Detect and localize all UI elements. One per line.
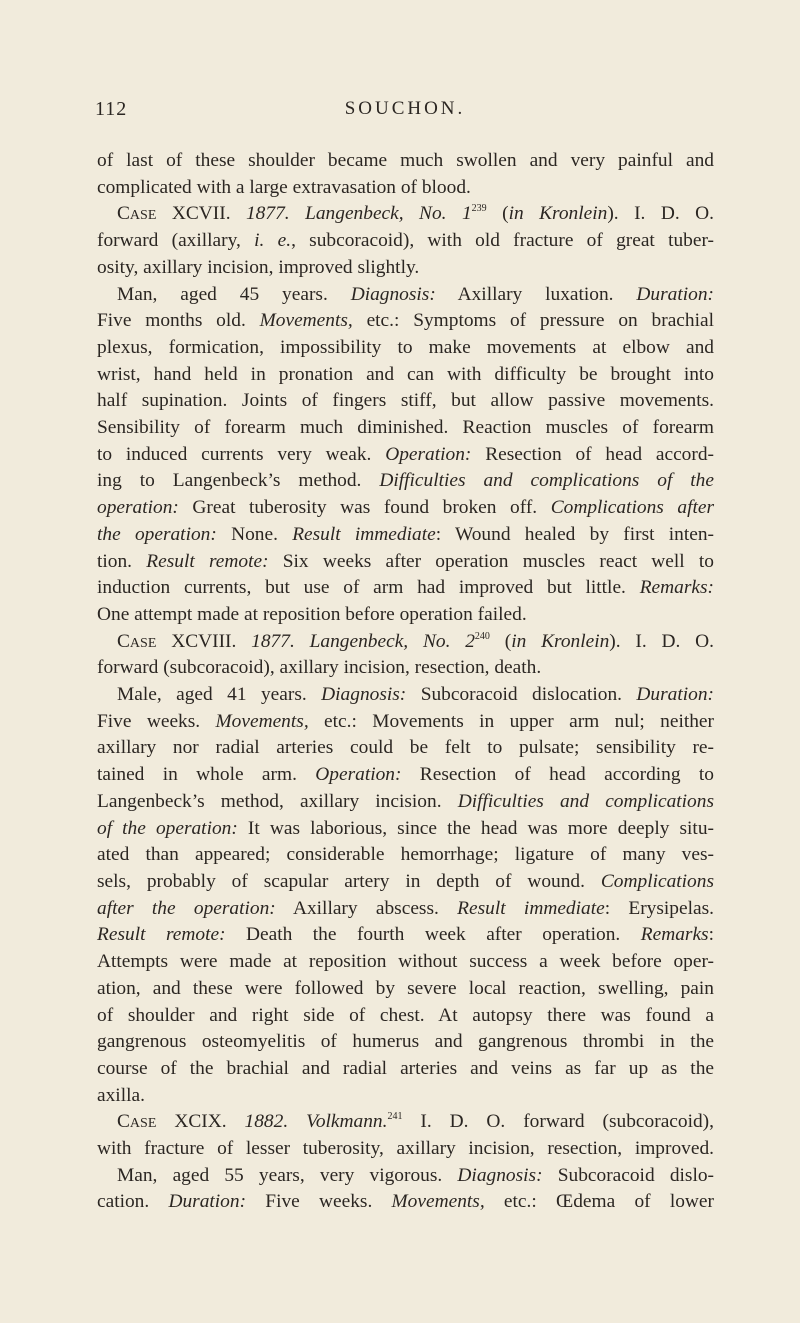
italic-text: Langenbeck, No. 2 [309,630,475,652]
italic-text: 1882. [244,1111,289,1133]
text-line [97,682,714,709]
text-run: One attempt made at reposition before operation failed. [97,603,527,625]
footnote-ref: 239 [471,203,487,215]
text-run: It was laborious, since the head was more deeply situ- [237,817,714,839]
italic-text: Duration: [636,684,714,706]
text-line [97,762,714,789]
text-run: XCVII. [156,203,246,225]
case-label: Case [117,203,157,225]
running-head [95,98,715,128]
text-line [97,549,714,576]
italic-text: Difficulties and complications of the [379,470,714,492]
italic-text: Remarks: [639,577,714,599]
text-run: plexus, formication, impossibility to make movements at elbow and [97,336,714,358]
italic-text: Result immediate [292,523,436,545]
text-run: of last of these shoulder became much swollen and very painful and [97,150,714,171]
italic-text: Diagnosis: [457,1164,543,1186]
text-run: induction currents, but use of arm had improved but little. [97,577,640,599]
text-run: ation, and these were followed by severe local reaction, swelling, pain [97,977,714,999]
italic-text: Langenbeck, No. 1 [305,203,472,225]
text-line [97,1056,714,1083]
text-run: of shoulder and right side of chest. At autopsy there was found a [97,1004,714,1026]
text-run: Five weeks. [246,1191,392,1213]
text-run: etc.: Œdema of lower [484,1191,714,1213]
running-title: SOUCHON. [344,98,466,119]
text-line [97,709,714,736]
text-line [97,735,714,762]
text-line [97,415,714,442]
text-run: Death the fourth week after operation. [225,924,641,946]
text-line [97,255,714,282]
text-run: etc.: Symptoms of pressure on brachial [352,310,714,332]
text-run: ated than appeared; considerable hemorrhage; ligature of many ves- [97,844,714,866]
italic-text: i. e. [254,230,292,252]
text-line [97,575,714,602]
italic-text: Diagnosis: [350,283,436,305]
text-run: Langenbeck’s method, axillary incision. [97,790,458,812]
text-line [97,896,714,923]
text-line [97,816,714,843]
italic-text: 1877. [245,203,290,225]
italic-text: in Kronlein [508,203,608,225]
text-run: with fracture of lesser tuberosity, axillary incision, resection, improved. [97,1138,714,1160]
text-line [97,1136,714,1163]
text-line [97,869,714,896]
text-run: : [708,924,714,946]
italic-text: Movements, [259,310,353,332]
text-run: Sensibility of forearm much diminished. Reaction muscles of forearm [97,417,714,439]
italic-text: Operation: [385,443,472,465]
text-run: ). I. D. O. [609,630,715,652]
text-run: None. [216,523,293,545]
text-line [97,629,714,656]
italic-text: Result remote: [146,550,269,572]
text-run: Axillary abscess. [275,897,458,919]
text-run: Five months old. [97,310,260,332]
text-run [288,1111,306,1132]
text-line [97,976,714,1003]
text-run: cation. [97,1191,169,1213]
text-line [97,495,714,522]
text-run: Resection of head accord- [471,443,714,465]
italic-text: Movements, [391,1191,485,1213]
text-line [97,388,714,415]
text-run: half supination. Joints of fingers stiff, but allow passive movements. [97,390,714,412]
text-line [97,1189,714,1216]
italic-text: 1877. [251,630,295,652]
italic-text: Duration: [636,283,714,305]
text-run [290,203,305,224]
text-line [97,228,714,255]
text-line [97,1109,714,1136]
italic-text: in Kronlein [511,630,610,652]
text-run: Great tuberosity was found broken off. [178,497,551,519]
text-line [97,148,714,175]
text-line [97,922,714,949]
text-run: Male, aged 41 years. [117,684,322,706]
footnote-ref: 241 [387,1111,403,1123]
text-line [97,1003,714,1030]
italic-text: Complications after [550,497,714,519]
italic-text: Volkmann. [306,1111,388,1133]
text-run: , subcoracoid), with old fracture of great tuber- [291,230,714,252]
text-run: sels, probably of scapular artery in depth of wound. [97,870,601,892]
text-line [97,522,714,549]
text-run: osity, axillary incision, improved slightly. [97,256,420,278]
text-run: axillary nor radial arteries could be felt to pulsate; sensibility re- [97,737,714,759]
text-run: ( [489,630,512,652]
text-run: forward (subcoracoid), axillary incision, resection, death. [97,657,542,679]
text-run: tained in whole arm. [97,764,316,786]
text-run: XCIX. [156,1111,245,1133]
text-run: : Erysipelas. [604,897,714,919]
text-run: XCVIII. [156,630,252,652]
text-run: : Wound healed by first inten- [435,523,714,545]
text-line [97,1083,714,1110]
italic-text: Duration: [168,1191,247,1213]
text-run: ing to Langenbeck’s method. [97,470,380,492]
text-line [97,362,714,389]
italic-text: operation: [97,497,179,519]
text-run: to induced currents very weak. [97,443,386,465]
text-run: Man, aged 45 years. [117,283,351,305]
text-line [97,602,714,629]
text-line [97,949,714,976]
italic-text: Result immediate [457,897,605,919]
text-line [97,655,714,682]
text-line [97,1029,714,1056]
case-label: Case [117,630,157,652]
case-label: Case [117,1111,157,1133]
text-run [295,631,310,652]
page-number: 112 [95,98,128,120]
text-line [97,789,714,816]
text-run: Attempts were made at reposition without success a week before oper- [97,951,714,973]
italic-text: Diagnosis: [321,684,407,706]
italic-text: of the operation: [97,817,238,839]
text-run: I. D. O. forward (subcoracoid), [402,1111,714,1133]
italic-text: Movements, [215,710,309,732]
footnote-ref: 240 [474,630,490,642]
text-line [97,308,714,335]
italic-text: the operation: [97,523,217,545]
text-run: gangrenous osteomyelitis of humerus and gangrenous thrombi in the [97,1031,714,1053]
text-run: Subcoracoid dislocation. [406,684,637,706]
italic-text: after the operation: [97,897,276,919]
italic-text: Result remote: [97,924,226,946]
text-run: wrist, hand held in pronation and can with difficulty be brought into [97,363,714,385]
text-line [97,842,714,869]
text-run: Six weeks after operation muscles react well to [268,550,714,572]
text-line [97,201,714,228]
text-line [97,175,714,202]
text-run: Resection of head according to [401,764,714,786]
text-run: axilla. [97,1084,145,1106]
text-run: ( [486,203,509,225]
text-run: tion. [97,550,147,572]
text-run: course of the brachial and radial arteries and veins as far up as the [97,1057,714,1079]
text-run: Man, aged 55 years, very vigorous. [117,1164,458,1186]
body-text [97,148,714,1216]
text-run: Subcoracoid dislo- [542,1164,714,1186]
text-run: forward (axillary, [97,230,255,252]
italic-text: Difficulties and complications [457,790,714,812]
text-line [97,1163,714,1190]
italic-text: Complications [600,870,714,892]
italic-text: Remarks [640,924,709,946]
text-line [97,335,714,362]
text-line [97,468,714,495]
italic-text: Operation: [315,764,402,786]
text-run: ). I. D. O. [607,203,714,225]
text-line [97,442,714,469]
text-run: etc.: Movements in upper arm nul; neither [308,710,714,732]
text-run: complicated with a large extravasation of blood. [97,176,471,198]
text-run: Axillary luxation. [435,283,637,305]
text-run: Five weeks. [97,710,216,732]
text-line [97,282,714,309]
